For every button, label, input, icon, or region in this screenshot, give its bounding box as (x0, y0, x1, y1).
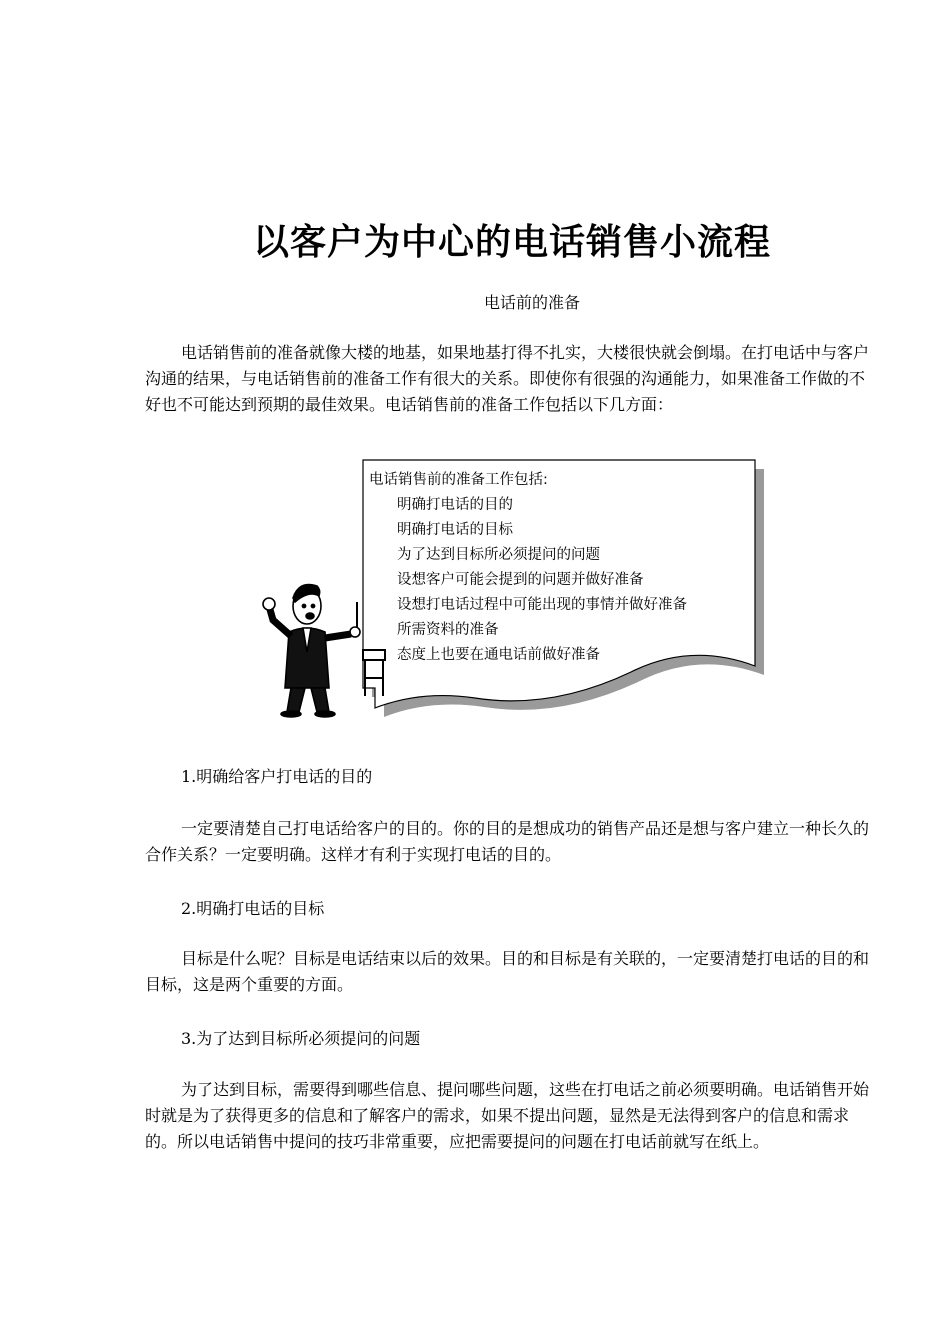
callout-text (369, 468, 687, 668)
document-title: 以客户为中心的电话销售小流程 (252, 222, 771, 263)
section-body-1: 一定要清楚自己打电话给客户的目的。你的目的是想成功的销售产品还是想与客户建立一种长久的合作关系？一定要明确。这样才有利于实现打电话的目的。 (145, 819, 870, 864)
section-heading-1: 1.明确给客户打电话的目的 (181, 767, 373, 786)
section-heading-3: 3.为了达到目标所必须提问的问题 (181, 1029, 421, 1048)
list-item: 所需资料的准备 (397, 622, 499, 638)
intro-paragraph: 电话销售前的准备就像大楼的地基，如果地基打得不扎实，大楼很快就会倒塌。在打电话中与客户沟通的结果，与电话销售前的准备工作有很大的关系。即使你有很强的沟通能力，如果准备工作做的不好也不可能达到预期的最佳效果。电话销售前的准备工作包括以下几方面： (145, 343, 870, 414)
callout-list (369, 493, 687, 668)
section-body-3: 为了达到目标，需要得到哪些信息、提问哪些问题，这些在打电话之前必须要明确。电话销售开始时就是为了获得更多的信息和了解客户的需求，如果不提出问题，显然是无法得到客户的信息和需求的。所以电话销售中提问的技巧非常重要，应把需要提问的问题在打电话前就写在纸上。 (145, 1080, 870, 1151)
callout-heading: 电话销售前的准备工作包括: (369, 472, 548, 488)
section-body-2: 目标是什么呢？目标是电话结束以后的效果。目的和目标是有关联的，一定要清楚打电话的目的和目标，这是两个重要的方面。 (145, 949, 870, 994)
list-item: 设想客户可能会提到的问题并做好准备 (397, 572, 644, 588)
list-item: 设想打电话过程中可能出现的事情并做好准备 (397, 597, 687, 613)
presenter-icon (263, 585, 360, 718)
callout-figure (255, 456, 775, 726)
section-heading-2: 2.明确打电话的目标 (181, 899, 325, 918)
list-item: 态度上也要在通电话前做好准备 (397, 647, 600, 663)
list-item: 明确打电话的目标 (397, 522, 513, 538)
list-item: 为了达到目标所必须提问的问题 (397, 547, 600, 563)
list-item: 明确打电话的目的 (397, 497, 513, 513)
section-subtitle: 电话前的准备 (483, 293, 580, 312)
